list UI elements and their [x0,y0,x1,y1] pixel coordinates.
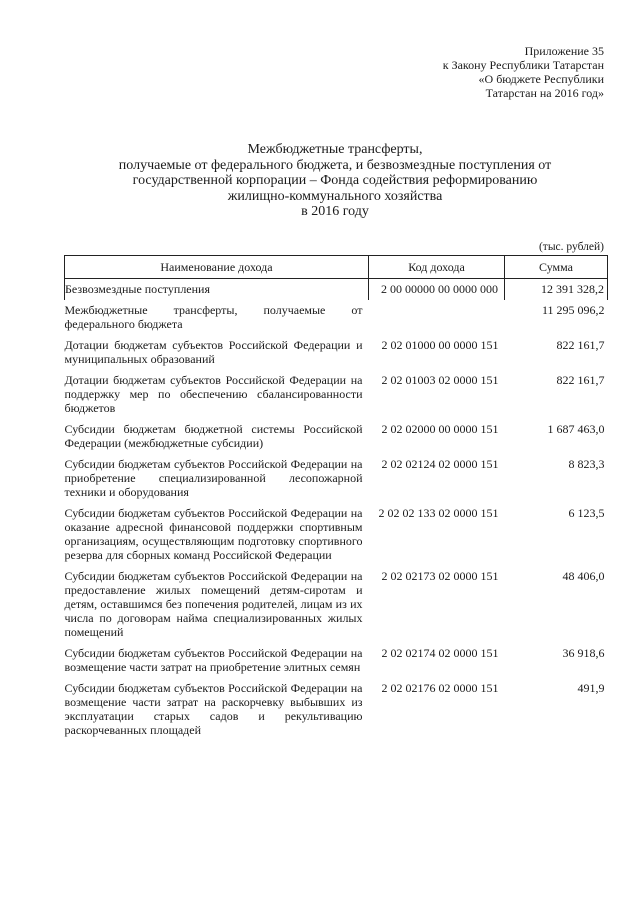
appendix-line: Татарстан на 2016 год» [485,86,604,100]
title-line: Межбюджетные трансферты, [247,142,423,157]
row-sum: 1 687 463,0 [547,422,605,436]
table-row [65,503,608,566]
table-row [65,279,608,301]
row-name: Субсидии бюджетам субъектов Российской Федерации на приобретение специализированной лесопожарной техники и оборудования [64,457,363,499]
row-code: 2 02 01000 00 0000 151 [381,338,499,352]
row-code: 2 02 02176 02 0000 151 [381,681,499,695]
table-header-row [65,256,608,279]
document-title [60,142,610,220]
header-sum: Сумма [505,256,608,279]
row-sum: 8 823,3 [568,457,605,471]
row-name: Дотации бюджетам субъектов Российской Федерации и муниципальных образований [64,338,363,366]
table-row [65,454,608,503]
table-row [65,566,608,643]
table-row [65,300,608,335]
units-label: (тыс. рублей) [538,241,604,253]
row-code: 2 02 02173 02 0000 151 [381,569,499,583]
appendix-heading [443,44,604,100]
row-sum: 48 406,0 [562,569,605,583]
table-row [65,335,608,370]
row-name: Безвозмездные поступления [65,279,369,301]
table-row [65,370,608,419]
row-name: Субсидии бюджетам субъектов Российской Федерации на возмещение части затрат на раскорчевку выбывших из эксплуатации старых садов и рекультивацию раскорчеванных площадей [64,681,363,737]
row-name: Дотации бюджетам субъектов Российской Федерации на поддержку мер по обеспечению сбалансированности бюджетов [64,373,363,415]
row-sum: 491,9 [577,681,605,695]
row-code: 2 00 00000 00 0000 000 [369,279,505,301]
row-code: 2 02 01003 02 0000 151 [381,373,499,387]
row-sum: 822 161,7 [556,338,605,352]
appendix-line: к Закону Республики Татарстан [442,58,604,72]
row-sum: 6 123,5 [568,506,605,520]
row-code: 2 02 02 133 02 0000 151 [378,506,499,520]
row-name: Субсидии бюджетам бюджетной системы Российской Федерации (межбюджетные субсидии) [64,422,363,450]
row-sum: 36 918,6 [562,646,605,660]
appendix-line: Приложение 35 [524,44,604,58]
row-name: Субсидии бюджетам субъектов Российской Федерации на возмещение части затрат на приобретение элитных семян [64,646,363,674]
header-code: Код дохода [369,256,505,279]
title-line: в 2016 году [301,204,369,219]
row-name: Субсидии бюджетам субъектов Российской Федерации на оказание адресной финансовой поддержки спортивным организациям, осуществляющим подготовку спортивного резерва для сборных команд Российской Федерации [64,506,363,562]
title-line: жилищно-коммунального хозяйства [227,188,443,204]
title-line: получаемые от федерального бюджета, и безвозмездные поступления от [118,157,552,173]
table-row [65,678,608,741]
appendix-line: «О бюджете Республики [478,72,604,86]
row-name: Субсидии бюджетам субъектов Российской Федерации на предоставление жилых помещений детям-сиротам и детям, оставшимся без попечения родителей, лицам из их числа по договорам найма специализированных жилых помещений [64,569,363,639]
table-row [65,643,608,678]
title-line: государственной корпорации – Фонда содействия реформированию [132,173,538,188]
header-name: Наименование дохода [65,256,369,279]
row-code: 2 02 02000 00 0000 151 [381,422,499,436]
row-name: Межбюджетные трансферты, получаемые от федерального бюджета [64,303,363,331]
income-table [64,255,608,741]
row-code [369,300,505,335]
row-sum: 12 391 328,2 [505,279,608,301]
row-sum: 11 295 096,2 [541,303,605,317]
row-sum: 822 161,7 [556,373,605,387]
table-row [65,419,608,454]
row-code: 2 02 02174 02 0000 151 [381,646,499,660]
row-code: 2 02 02124 02 0000 151 [381,457,499,471]
